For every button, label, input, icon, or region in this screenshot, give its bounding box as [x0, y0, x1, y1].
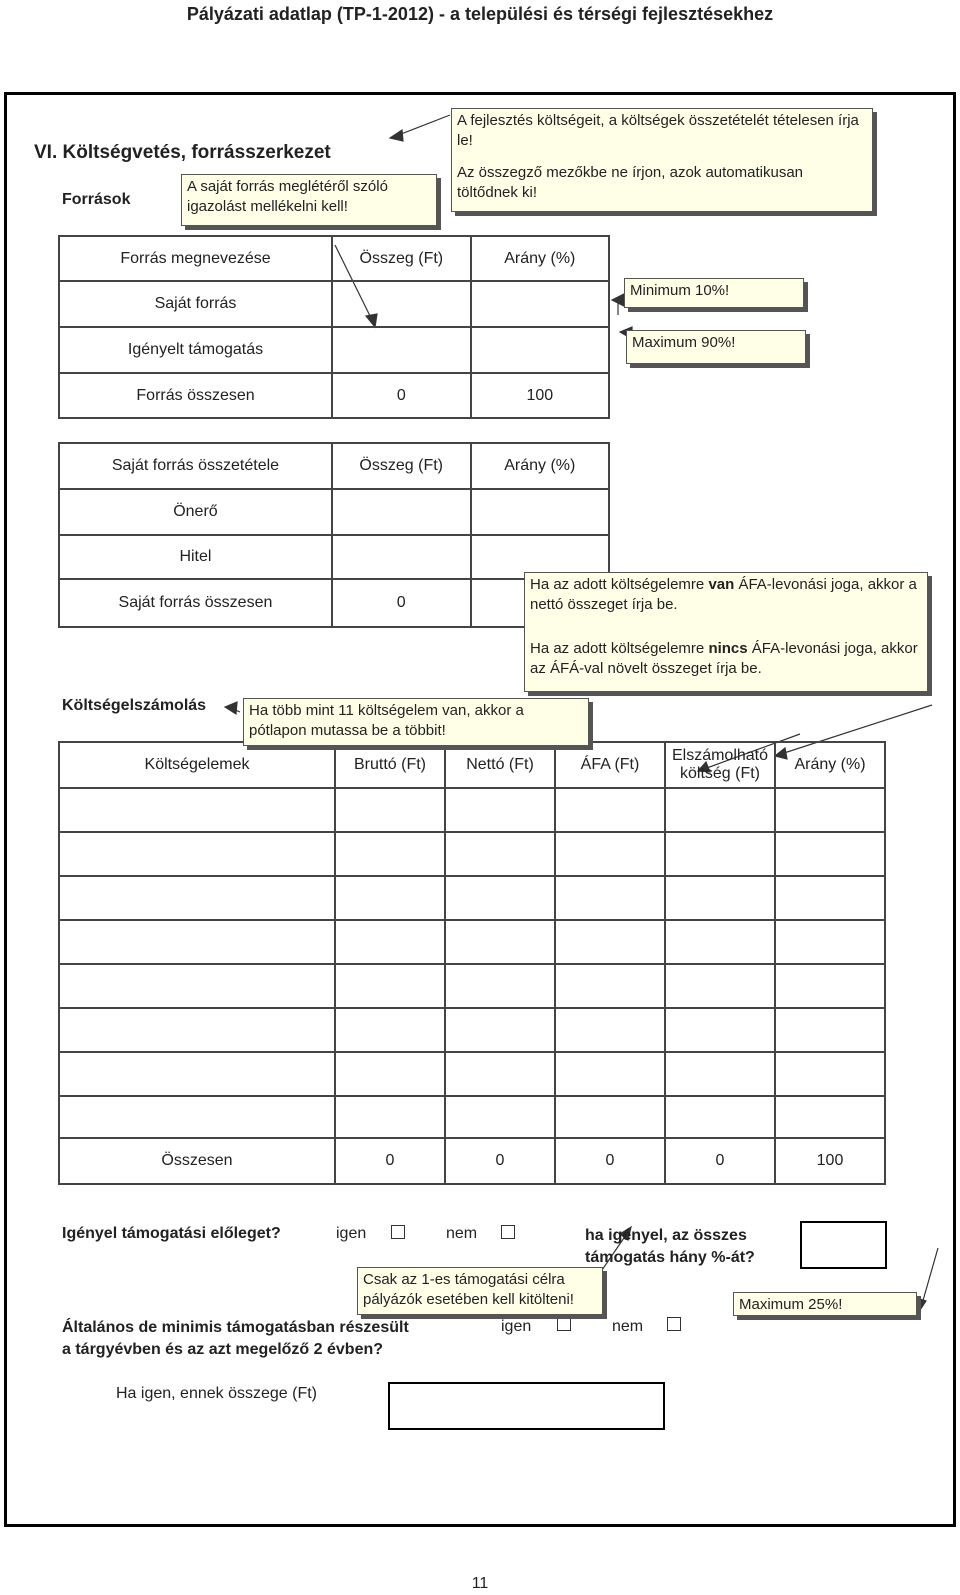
forrasok-label: Források — [62, 191, 131, 208]
cost-cell[interactable] — [59, 920, 335, 964]
table-row — [59, 920, 885, 964]
table-row — [59, 832, 885, 876]
onero-ratio-cell[interactable] — [471, 489, 609, 535]
col-header: Saját forrás összetétele — [59, 443, 332, 489]
eloleg-percent-field[interactable] — [800, 1221, 887, 1269]
cost-cell[interactable] — [555, 920, 665, 964]
col-header: Összeg (Ft) — [332, 443, 471, 489]
note-text: Ha az adott költségelemre — [530, 640, 709, 657]
sajat-osszesen-amount: 0 — [332, 579, 471, 627]
cost-cell[interactable] — [335, 1008, 445, 1052]
row-label-sajat-forras: Saját forrás — [59, 281, 332, 327]
osszesen-elszamolhato: 0 — [665, 1138, 775, 1184]
note-csak-1es: Csak az 1-es támogatási célra pályázók esetében kell kitölteni! — [357, 1267, 603, 1315]
note-maximum: Maximum 90%! — [626, 330, 806, 364]
sajat-forras-amount-cell[interactable] — [332, 281, 471, 327]
cost-cell[interactable] — [335, 876, 445, 920]
row-label-hitel: Hitel — [59, 535, 332, 579]
table-row — [59, 788, 885, 832]
note-text: ÁFA-levonási joga, akkor az ÁFÁ-val növelt összeget írja be. — [530, 640, 918, 677]
osszesen-netto: 0 — [445, 1138, 555, 1184]
table-row — [59, 1008, 885, 1052]
col-header: Arány (%) — [471, 236, 609, 281]
col-header: ÁFA (Ft) — [555, 742, 665, 788]
col-header: Költségelemek — [59, 742, 335, 788]
col-header: Nettó (Ft) — [445, 742, 555, 788]
cost-cell[interactable] — [335, 1052, 445, 1096]
eloleg-nem-label: nem — [446, 1225, 478, 1242]
table-row — [59, 1096, 885, 1138]
section-title: VI. Költségvetés, forrásszerkezet — [34, 142, 331, 163]
col-header: Bruttó (Ft) — [335, 742, 445, 788]
cost-cell[interactable] — [555, 964, 665, 1008]
note-afa-van — [530, 575, 922, 615]
cost-cell[interactable] — [555, 832, 665, 876]
cost-cell[interactable] — [445, 788, 555, 832]
note-fejlesztes — [451, 108, 873, 212]
note-max25: Maximum 25%! — [733, 1292, 917, 1316]
note-text: Ha az adott költségelemre — [530, 576, 709, 593]
cost-cell[interactable] — [665, 1008, 775, 1052]
deminimis-igen-label: igen — [501, 1318, 532, 1335]
note-fejlesztes-line2: Az összegző mezőkbe ne írjon, azok automatikusan töltődnek ki! — [457, 164, 804, 201]
document-header: Pályázati adatlap (TP-1-2012) - a települési és térségi fejlesztésekhez — [186, 4, 774, 24]
osszesen-afa: 0 — [555, 1138, 665, 1184]
note-minimum: Minimum 10%! — [624, 278, 804, 308]
table-row — [59, 1052, 885, 1096]
cost-cell[interactable] — [335, 920, 445, 964]
note-text-bold: van — [708, 576, 735, 593]
cost-cell[interactable] — [59, 788, 335, 832]
sajat-osszesen-label: Saját forrás összesen — [59, 579, 332, 627]
note-sajat-forras: A saját forrás meglétéről szóló igazolást mellékelni kell! — [181, 174, 437, 226]
cost-cell[interactable] — [665, 920, 775, 964]
eloleg-question: Igényel támogatási előleget? — [62, 1225, 281, 1242]
col-header: Elszámolható költség (Ft) — [665, 742, 775, 788]
eloleg-nem-checkbox[interactable] — [501, 1225, 515, 1239]
cost-cell[interactable] — [445, 1008, 555, 1052]
cost-cell[interactable] — [335, 964, 445, 1008]
col-header: Arány (%) — [471, 443, 609, 489]
cost-cell[interactable] — [775, 1008, 885, 1052]
col-header: Arány (%) — [775, 742, 885, 788]
hitel-amount-cell[interactable] — [332, 535, 471, 579]
cost-cell[interactable] — [775, 788, 885, 832]
cost-cell[interactable] — [775, 832, 885, 876]
note-text-bold: nincs — [708, 640, 748, 657]
cost-cell[interactable] — [555, 1052, 665, 1096]
cost-cell[interactable] — [59, 964, 335, 1008]
cost-cell[interactable] — [59, 876, 335, 920]
cost-cell[interactable] — [665, 876, 775, 920]
deminimis-amount-label: Ha igen, ennek összege (Ft) — [116, 1385, 317, 1402]
cost-cell[interactable] — [555, 788, 665, 832]
deminimis-nem-checkbox[interactable] — [667, 1317, 681, 1331]
igenyelt-amount-cell[interactable] — [332, 327, 471, 373]
row-label-onero: Önerő — [59, 489, 332, 535]
deminimis-amount-field[interactable] — [388, 1382, 665, 1430]
cost-cell[interactable] — [775, 876, 885, 920]
cost-cell[interactable] — [59, 832, 335, 876]
eloleg-percent-question: ha igényel, az összes támogatás hány %-át? — [585, 1227, 755, 1266]
note-text: ÁFA-levonási joga, akkor a nettó összeget írja be. — [530, 576, 917, 613]
forras-osszesen-amount: 0 — [332, 373, 471, 418]
cost-cell[interactable] — [59, 1008, 335, 1052]
cost-cell[interactable] — [335, 788, 445, 832]
page-number: 11 — [471, 1575, 489, 1592]
cost-cell[interactable] — [555, 1008, 665, 1052]
note-potlap: Ha több mint 11 költségelem van, akkor a pótlapon mutassa be a többit! — [243, 698, 589, 746]
cost-cell[interactable] — [665, 1052, 775, 1096]
deminimis-question: Általános de minimis támogatásban részesült a tárgyévben és az azt megelőző 2 évben? — [62, 1319, 409, 1358]
eloleg-igen-label: igen — [336, 1225, 367, 1242]
cost-cell[interactable] — [445, 1052, 555, 1096]
cost-cell[interactable] — [775, 920, 885, 964]
cost-cell[interactable] — [335, 1096, 445, 1138]
table-row — [59, 876, 885, 920]
eloleg-igen-checkbox[interactable] — [391, 1225, 405, 1239]
koltseg-rows — [59, 788, 885, 1138]
note-afa-nincs — [530, 639, 922, 679]
cost-cell[interactable] — [59, 1096, 335, 1138]
cost-cell[interactable] — [555, 1096, 665, 1138]
forras-table — [58, 235, 610, 419]
cost-cell[interactable] — [445, 832, 555, 876]
cost-cell[interactable] — [445, 1096, 555, 1138]
cost-cell[interactable] — [445, 920, 555, 964]
cost-cell[interactable] — [665, 964, 775, 1008]
cost-cell[interactable] — [665, 1096, 775, 1138]
table-row — [59, 964, 885, 1008]
row-label-igenyelt-tamogatas: Igényelt támogatás — [59, 327, 332, 373]
note-afa — [524, 572, 928, 692]
cost-cell[interactable] — [665, 788, 775, 832]
note-fejlesztes-line1: A fejlesztés költségeit, a költségek összetételét tételesen írja le! — [457, 112, 859, 149]
cost-cell[interactable] — [555, 876, 665, 920]
forras-osszesen-ratio: 100 — [471, 373, 609, 418]
koltseg-table — [58, 741, 886, 1185]
igenyelt-ratio-cell[interactable] — [471, 327, 609, 373]
forras-osszesen-label: Forrás összesen — [59, 373, 332, 418]
cost-cell[interactable] — [335, 832, 445, 876]
cost-cell[interactable] — [665, 832, 775, 876]
cost-cell[interactable] — [445, 964, 555, 1008]
cost-cell[interactable] — [775, 1096, 885, 1138]
deminimis-nem-label: nem — [612, 1318, 644, 1335]
col-header: Forrás megnevezése — [59, 236, 332, 281]
cost-cell[interactable] — [445, 876, 555, 920]
col-header: Összeg (Ft) — [332, 236, 471, 281]
deminimis-igen-checkbox[interactable] — [557, 1317, 571, 1331]
onero-amount-cell[interactable] — [332, 489, 471, 535]
cost-cell[interactable] — [775, 1052, 885, 1096]
cost-cell[interactable] — [59, 1052, 335, 1096]
koltseg-title: Költségelszámolás — [62, 697, 207, 714]
osszesen-brutto: 0 — [335, 1138, 445, 1184]
sajat-forras-ratio-cell[interactable] — [471, 281, 609, 327]
osszesen-label: Összesen — [59, 1138, 335, 1184]
osszesen-arany: 100 — [775, 1138, 885, 1184]
cost-cell[interactable] — [775, 964, 885, 1008]
